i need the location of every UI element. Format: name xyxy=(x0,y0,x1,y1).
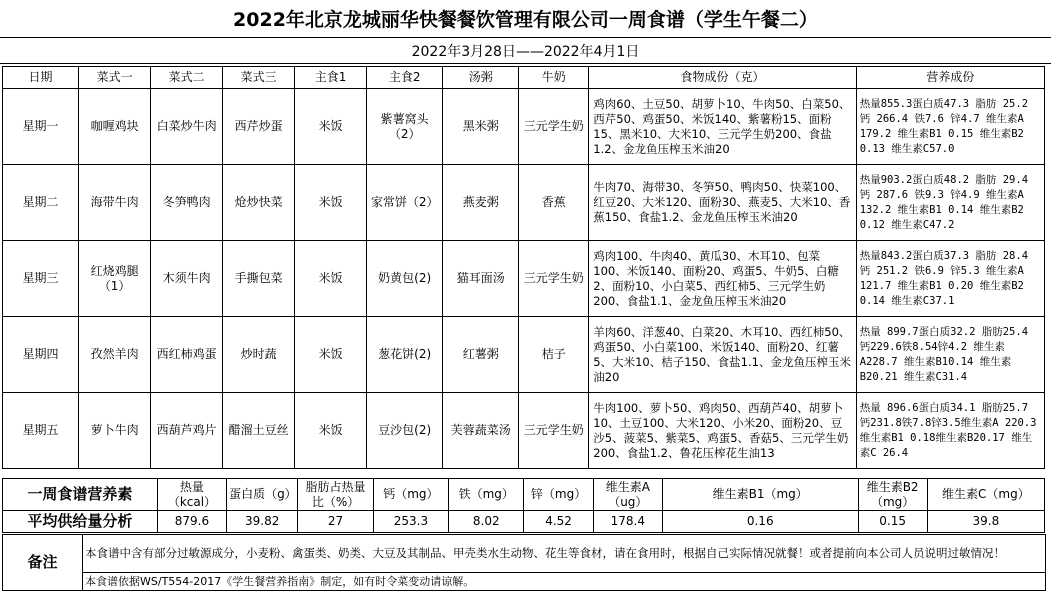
day-cell: 星期四 xyxy=(3,317,79,393)
ingredients-cell: 牛肉100、萝卜50、鸡肉50、西葫芦40、胡萝卜10、土豆100、大米120、小米20、面粉20、豆沙5、菠菜5、紫菜5、鸡蛋5、香菇5、三元学生奶200、食盐1.2、鲁花压榨花生油13 xyxy=(589,393,856,469)
nutrient-value: 39.82 xyxy=(227,511,298,533)
nutrient-header: 脂肪占热量比（%） xyxy=(298,479,373,511)
soup-cell: 红薯粥 xyxy=(443,317,519,393)
dish-cell: 白菜炒牛肉 xyxy=(151,89,223,165)
dish-cell: 冬笋鸭肉 xyxy=(151,165,223,241)
staple-cell: 紫薯窝头（2） xyxy=(367,89,443,165)
milk-cell: 三元学生奶 xyxy=(519,393,589,469)
nutrient-header: 钙（mg） xyxy=(373,479,448,511)
weekly-nutrients-label: 一周食谱营养素 xyxy=(3,479,158,511)
header-cell: 日期 xyxy=(3,67,79,89)
remarks-table xyxy=(2,534,1046,591)
ingredients-cell: 羊肉60、洋葱40、白菜20、木耳10、西红柿50、鸡蛋50、小白菜100、米饭140、面粉20、红薯5、大米10、桔子150、食盐1.1、金龙鱼压榨玉米油20 xyxy=(589,317,856,393)
milk-cell: 三元学生奶 xyxy=(519,241,589,317)
dish-cell: 炒时蔬 xyxy=(223,317,295,393)
nutrient-value: 39.8 xyxy=(927,511,1044,533)
nutrient-value: 8.02 xyxy=(449,511,524,533)
table-row xyxy=(3,89,1045,165)
nutrition-cell: 热量903.2蛋白质48.2 脂肪 29.4 钙 287.6 铁9.3 锌4.9 维生素A 132.2 维生素B1 0.14 维生素B2 0.12 维生素C47.2 xyxy=(856,165,1044,241)
day-cell: 星期二 xyxy=(3,165,79,241)
soup-cell: 黑米粥 xyxy=(443,89,519,165)
dish-cell: 醋溜土豆丝 xyxy=(223,393,295,469)
nutrition-cell: 热量 896.6蛋白质34.1 脂肪25.7 钙231.8铁7.8锌3.5维生素A 220.3维生素B1 0.18维生素B20.17 维生素C 26.4 xyxy=(856,393,1044,469)
dish-cell: 西红柿鸡蛋 xyxy=(151,317,223,393)
staple-cell: 米饭 xyxy=(295,241,367,317)
header-cell: 牛奶 xyxy=(519,67,589,89)
dish-cell: 手撕包菜 xyxy=(223,241,295,317)
dish-cell: 木须牛肉 xyxy=(151,241,223,317)
dish-cell: 红烧鸡腿（1） xyxy=(79,241,151,317)
table-row xyxy=(3,165,1045,241)
weekly-nutrition-table xyxy=(2,478,1045,533)
nutrient-value: 0.16 xyxy=(662,511,858,533)
dish-cell: 咖喱鸡块 xyxy=(79,89,151,165)
nutrient-header: 维生素B1（mg） xyxy=(662,479,858,511)
header-cell: 营养成份 xyxy=(856,67,1044,89)
nutrition-header-row xyxy=(3,479,1045,511)
remarks-label: 备注 xyxy=(3,535,83,591)
staple-cell: 奶黄包(2) xyxy=(367,241,443,317)
dish-cell: 炝炒快菜 xyxy=(223,165,295,241)
day-cell: 星期一 xyxy=(3,89,79,165)
ingredients-cell: 鸡肉60、土豆50、胡萝卜10、牛肉50、白菜50、西芹50、鸡蛋50、米饭140、紫薯粉15、面粉15、黑米10、大米10、三元学生奶200、食盐1.2、金龙鱼压榨玉米油20 xyxy=(589,89,856,165)
table-header-row xyxy=(3,67,1045,89)
nutrition-cell: 热量843.2蛋白质37.3 脂肪 28.4 钙 251.2 铁6.9 锌5.3 维生素A 121.7 维生素B1 0.20 维生素B2 0.14 维生素C37.1 xyxy=(856,241,1044,317)
ingredients-cell: 鸡肉100、牛肉40、黄瓜30、木耳10、包菜100、米饭140、面粉20、鸡蛋5、牛奶5、白糖2、面粉10、小白菜5、西红柿5、三元学生奶200、食盐1.1、金龙鱼压榨玉米油20 xyxy=(589,241,856,317)
guideline-notice: 本食谱依据WS/T554-2017《学生餐营养指南》制定，如有时令菜变动请谅解。 xyxy=(83,573,1046,591)
soup-cell: 燕麦粥 xyxy=(443,165,519,241)
nutrient-value: 27 xyxy=(298,511,373,533)
header-cell: 汤粥 xyxy=(443,67,519,89)
nutrient-header: 维生素B2（mg） xyxy=(858,479,927,511)
nutrient-value: 879.6 xyxy=(157,511,226,533)
nutrient-value: 178.4 xyxy=(593,511,662,533)
weekly-menu-table xyxy=(2,66,1045,469)
dish-cell: 西芹炒蛋 xyxy=(223,89,295,165)
nutrient-header: 维生素C（mg） xyxy=(927,479,1044,511)
date-range: 2022年3月28日——2022年4月1日 xyxy=(0,38,1051,64)
header-cell: 菜式一 xyxy=(79,67,151,89)
soup-cell: 猫耳面汤 xyxy=(443,241,519,317)
dish-cell: 孜然羊肉 xyxy=(79,317,151,393)
nutrition-cell: 热量855.3蛋白质47.3 脂肪 25.2 钙 266.4 铁7.6 锌4.7 维生素A 179.2 维生素B1 0.15 维生素B2 0.13 维生素C57.0 xyxy=(856,89,1044,165)
ingredients-cell: 牛肉70、海带30、冬笋50、鸭肉50、快菜100、红豆20、大米120、面粉30、燕麦5、大米10、香蕉150、食盐1.2、金龙鱼压榨玉米油20 xyxy=(589,165,856,241)
header-cell: 菜式三 xyxy=(223,67,295,89)
staple-cell: 米饭 xyxy=(295,393,367,469)
header-cell: 菜式二 xyxy=(151,67,223,89)
milk-cell: 桔子 xyxy=(519,317,589,393)
average-supply-label: 平均供给量分析 xyxy=(3,511,158,533)
nutrition-values-row xyxy=(3,511,1045,533)
staple-cell: 豆沙包(2) xyxy=(367,393,443,469)
nutrient-value: 253.3 xyxy=(373,511,448,533)
staple-cell: 米饭 xyxy=(295,89,367,165)
dish-cell: 萝卜牛肉 xyxy=(79,393,151,469)
table-row xyxy=(3,241,1045,317)
staple-cell: 葱花饼(2) xyxy=(367,317,443,393)
allergy-notice: 本食谱中含有部分过敏源成分，小麦粉、禽蛋类、奶类、大豆及其制品、甲壳类水生动物、花生等食材，请在食用时，根据自己实际情况就餐！或者提前向本公司人员说明过敏情况！ xyxy=(83,535,1046,573)
dish-cell: 西葫芦鸡片 xyxy=(151,393,223,469)
page-title: 2022年北京龙城丽华快餐餐饮管理有限公司一周食谱（学生午餐二） xyxy=(0,0,1051,38)
header-cell: 主食2 xyxy=(367,67,443,89)
milk-cell: 香蕉 xyxy=(519,165,589,241)
nutrient-header: 锌（mg） xyxy=(524,479,593,511)
nutrient-header: 铁（mg） xyxy=(449,479,524,511)
day-cell: 星期五 xyxy=(3,393,79,469)
day-cell: 星期三 xyxy=(3,241,79,317)
dish-cell: 海带牛肉 xyxy=(79,165,151,241)
nutrient-header: 维生素A（ug） xyxy=(593,479,662,511)
nutrition-cell: 热量 899.7蛋白质32.2 脂肪25.4 钙229.6铁8.54锌4.2 维生素A228.7 维生素B10.14 维生素B20.21 维生素C31.4 xyxy=(856,317,1044,393)
nutrient-header: 蛋白质（g） xyxy=(227,479,298,511)
header-cell: 主食1 xyxy=(295,67,367,89)
nutrient-header: 热量（kcal） xyxy=(157,479,226,511)
soup-cell: 芙蓉蔬菜汤 xyxy=(443,393,519,469)
nutrient-value: 0.15 xyxy=(858,511,927,533)
staple-cell: 家常饼（2） xyxy=(367,165,443,241)
table-row xyxy=(3,393,1045,469)
table-row xyxy=(3,317,1045,393)
staple-cell: 米饭 xyxy=(295,317,367,393)
milk-cell: 三元学生奶 xyxy=(519,89,589,165)
header-cell: 食物成份（克） xyxy=(589,67,856,89)
staple-cell: 米饭 xyxy=(295,165,367,241)
nutrient-value: 4.52 xyxy=(524,511,593,533)
